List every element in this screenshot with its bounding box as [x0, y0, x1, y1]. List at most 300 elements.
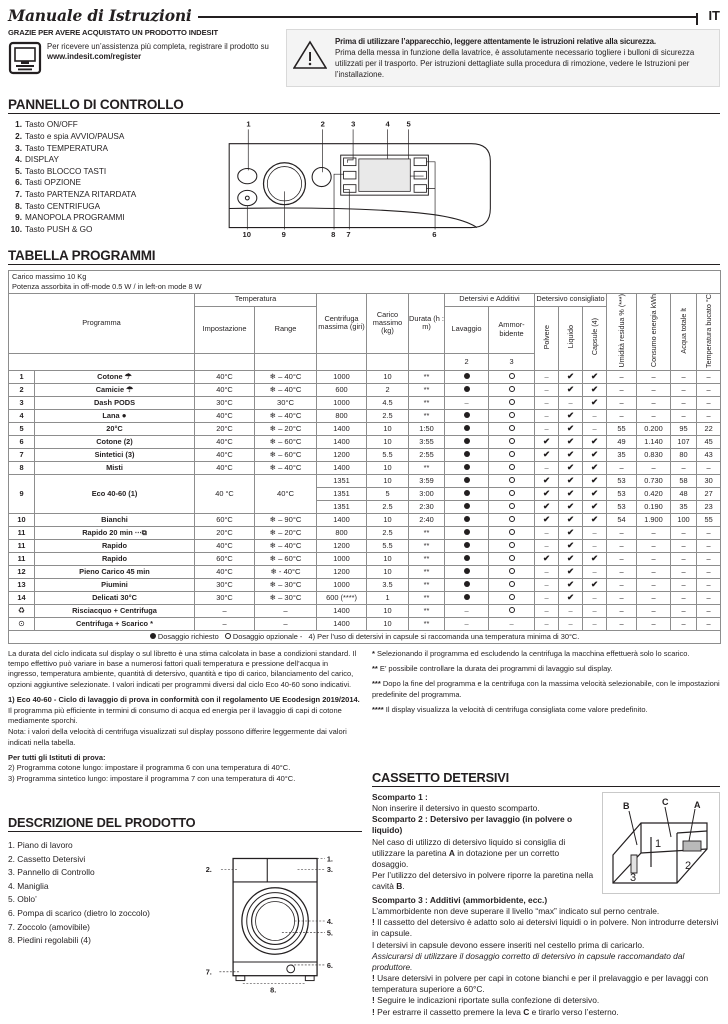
powder-none: –	[544, 580, 549, 590]
control-panel-item	[8, 143, 208, 155]
row-capsule	[583, 422, 607, 435]
row-number: 2	[9, 383, 35, 396]
item-label: Tasto TEMPERATURA	[25, 143, 108, 153]
svg-text:2: 2	[685, 859, 692, 872]
softener-optional-icon	[509, 581, 515, 587]
row-energy-kwh: –	[637, 461, 671, 474]
row-water-lt: –	[671, 370, 697, 383]
capsule-check-icon: ✔	[590, 488, 599, 499]
powder-none: –	[544, 541, 549, 551]
row-max-spin: 1200	[317, 539, 367, 552]
row-setting-temp: 60°C	[195, 513, 255, 526]
exclamation-icon: !	[372, 917, 375, 928]
compartment-2-text-d: .	[402, 881, 405, 892]
row-water-lt: 58	[671, 474, 697, 487]
row-program-name: Rapido 20 min ⋯⧉	[35, 526, 195, 539]
row-setting-temp: 40°C	[195, 539, 255, 552]
row-powder	[535, 435, 559, 448]
drawer-bullet-1: Il cassetto del detersivo è adatto solo ai detersivi liquidi o in polvere. Non introdurre detersivi in capsule.	[372, 917, 719, 939]
row-duration: 2:55	[409, 448, 445, 461]
table-row	[9, 591, 721, 604]
th-liquido	[559, 306, 583, 370]
liquid-none: –	[568, 606, 573, 616]
wash-required-icon	[464, 477, 470, 483]
footnotes	[8, 649, 720, 789]
wash-required-icon	[464, 568, 470, 574]
control-panel-item	[8, 131, 208, 143]
th-acqua-text: Acqua totale lt	[678, 307, 688, 354]
list-item: 6. Pompa di scarico (dietro lo zoccolo)	[8, 907, 150, 918]
warning-body: Prima della messa in funzione della lavatrice, è assolutamente necessario togliere i bulloni di sicurezza utilizzati per il trasporto. Per istruzioni dettagliate sulla procedura di rimozione, vedere le Istruzioni per l’installazione.	[335, 48, 695, 80]
row-duration: **	[409, 409, 445, 422]
row-residual-humidity: –	[607, 461, 637, 474]
row-setting-temp: 30°C	[195, 396, 255, 409]
row-energy-kwh: 0.830	[637, 448, 671, 461]
row-max-load: 10	[367, 513, 409, 526]
row-laundry-temp: 23	[697, 500, 721, 513]
dot-required-icon	[150, 633, 156, 639]
row-temp-range: 30°C	[255, 396, 317, 409]
drawer-instructions	[372, 792, 596, 894]
row-residual-humidity: –	[607, 591, 637, 604]
row-wash-detergent	[445, 396, 489, 409]
row-softener	[489, 617, 535, 630]
row-max-load: 5	[367, 487, 409, 500]
row-capsule	[583, 526, 607, 539]
note-eco	[8, 695, 360, 726]
item-label: Tasto PUSH & GO	[25, 225, 93, 235]
svg-text:2: 2	[320, 119, 325, 129]
row-program-name: Piumini	[35, 578, 195, 591]
row-temp-range: –	[255, 604, 317, 617]
powder-none: –	[544, 372, 549, 382]
table-caption-row	[9, 271, 721, 293]
row-max-spin: 1200	[317, 565, 367, 578]
row-water-lt: –	[671, 383, 697, 396]
row-duration: **	[409, 617, 445, 630]
row-max-spin: 1000	[317, 396, 367, 409]
control-panel-list	[8, 119, 208, 239]
row-symbol	[9, 617, 35, 630]
th-lavaggio-num: 2	[445, 353, 489, 370]
list-item: 3. Pannello di Controllo	[8, 867, 95, 878]
note-mark-1: *	[372, 648, 375, 658]
row-laundry-temp: –	[697, 539, 721, 552]
row-capsule	[583, 396, 607, 409]
row-energy-kwh: –	[637, 409, 671, 422]
row-energy-kwh: –	[637, 552, 671, 565]
row-liquid	[559, 539, 583, 552]
legend-note-4: 4) Per l’uso di detersivi in capsule si raccomanda una temperatura minima di 30°C.	[308, 632, 580, 642]
row-laundry-temp: –	[697, 591, 721, 604]
legend-optional: Dosaggio opzionale -	[232, 632, 303, 642]
row-laundry-temp: –	[697, 552, 721, 565]
liquid-check-icon: ✔	[566, 527, 575, 538]
powder-check-icon: ✔	[542, 501, 551, 512]
row-temp-range: ❄ – 30°C	[255, 591, 317, 604]
control-panel-item	[8, 212, 208, 224]
liquid-check-icon: ✔	[566, 501, 575, 512]
row-softener	[489, 383, 535, 396]
row-number: 13	[9, 578, 35, 591]
row-liquid	[559, 383, 583, 396]
row-duration: 2:40	[409, 513, 445, 526]
th-carico: Carico massimo (kg)	[367, 293, 409, 353]
powder-check-icon: ✔	[542, 436, 551, 447]
row-laundry-temp: 27	[697, 487, 721, 500]
row-residual-humidity: –	[607, 383, 637, 396]
programs-heading: TABELLA PROGRAMMI	[8, 248, 720, 265]
row-powder	[535, 526, 559, 539]
row-energy-kwh: 1.900	[637, 513, 671, 526]
row-water-lt: –	[671, 604, 697, 617]
wool-icon: ●	[121, 411, 127, 421]
wash-required-icon	[464, 412, 470, 418]
row-laundry-temp: 55	[697, 513, 721, 526]
handwash-icon: ☂	[126, 385, 134, 395]
row-water-lt: –	[671, 578, 697, 591]
softener-optional-icon	[509, 477, 515, 483]
th-spacer-carico	[367, 353, 409, 370]
row-max-load: 10	[367, 422, 409, 435]
wash-none: –	[464, 606, 469, 616]
row-residual-humidity: 53	[607, 500, 637, 513]
product-heading: DESCRIZIONE DEL PRODOTTO	[8, 815, 362, 832]
wash-required-icon	[464, 581, 470, 587]
row-capsule	[583, 604, 607, 617]
row-temp-range: ❄ – 40°C	[255, 370, 317, 383]
row-capsule	[583, 448, 607, 461]
row-residual-humidity: –	[607, 578, 637, 591]
item-label: Tasto BLOCCO TASTI	[25, 166, 107, 176]
safety-warning-box	[286, 29, 720, 87]
liquid-check-icon: ✔	[566, 553, 575, 564]
th-temp-bucato	[697, 293, 721, 370]
row-program-name: Pieno Carico 45 min	[35, 565, 195, 578]
svg-text:3: 3	[351, 119, 356, 129]
compartment-2-text-b: in dotazione per un corretto dosaggio.	[372, 847, 560, 869]
row-max-spin: 1000	[317, 552, 367, 565]
svg-text:4.: 4.	[326, 916, 333, 926]
row-residual-humidity: 49	[607, 435, 637, 448]
compartment-1-text: Non inserire il detersivo in questo scomparto.	[372, 803, 540, 814]
row-residual-humidity: –	[607, 526, 637, 539]
programs-table-body	[9, 370, 721, 630]
capsule-none: –	[592, 606, 597, 616]
note-text-3: Dopo la fine del programma e la centrifuga con la massima velocità selezionabile, con le impostazioni predefinite del programma.	[372, 679, 720, 699]
svg-text:9: 9	[281, 230, 286, 240]
capsule-check-icon: ✔	[590, 397, 599, 408]
row-energy-kwh: 0.190	[637, 500, 671, 513]
row-program-name: Rapido	[35, 539, 195, 552]
row-program-name: Rapido	[35, 552, 195, 565]
th-spacer-range	[255, 353, 317, 370]
control-panel-heading: PANNELLO DI CONTROLLO	[8, 97, 720, 114]
row-liquid	[559, 552, 583, 565]
detergent-drawer-section	[372, 770, 720, 1018]
compartment-2-text-c: Per l’utilizzo del detersivo in polvere riporre la paretina nella cavità	[372, 870, 594, 892]
row-liquid	[559, 487, 583, 500]
row-temp-range: ❄ – 90°C	[255, 513, 317, 526]
row-number: 14	[9, 591, 35, 604]
row-wash-detergent	[445, 422, 489, 435]
row-residual-humidity: –	[607, 552, 637, 565]
softener-optional-icon	[509, 412, 515, 418]
row-temp-range: ❄ – 60°C	[255, 448, 317, 461]
drawer-bullet-4: Seguire le indicazioni riportate sulla confezione di detersivo.	[377, 995, 600, 1006]
row-energy-kwh: –	[637, 383, 671, 396]
softener-optional-icon	[509, 568, 515, 574]
row-residual-humidity: 53	[607, 487, 637, 500]
row-water-lt: –	[671, 526, 697, 539]
list-item: 1. Piano di lavoro	[8, 839, 73, 850]
row-powder	[535, 487, 559, 500]
row-number: 11	[9, 539, 35, 552]
softener-optional-icon	[509, 594, 515, 600]
row-energy-kwh: –	[637, 591, 671, 604]
row-powder	[535, 565, 559, 578]
row-powder	[535, 461, 559, 474]
row-duration: 2:30	[409, 500, 445, 513]
row-liquid	[559, 526, 583, 539]
item-label: Tasto PARTENZA RITARDATA	[25, 190, 137, 200]
svg-text:10: 10	[242, 230, 251, 240]
row-residual-humidity: –	[607, 396, 637, 409]
row-number: 8	[9, 461, 35, 474]
row-softener	[489, 539, 535, 552]
row-duration: **	[409, 396, 445, 409]
powder-none: –	[544, 424, 549, 434]
row-softener	[489, 461, 535, 474]
row-max-load: 10	[367, 604, 409, 617]
row-residual-humidity: –	[607, 617, 637, 630]
wash-required-icon	[464, 386, 470, 392]
row-laundry-temp: –	[697, 409, 721, 422]
table-legend-row	[9, 630, 721, 643]
svg-text:5: 5	[406, 119, 411, 129]
wash-required-icon	[464, 490, 470, 496]
th-centrifuga: Centrifuga massima (giri)	[317, 293, 367, 353]
row-program-name: Risciacquo + Centrifuga	[35, 604, 195, 617]
row-number: 6	[9, 435, 35, 448]
th-temp-bucato-text: Temperatura bucato °C	[703, 293, 713, 368]
row-water-lt: –	[671, 591, 697, 604]
item-label: Tasto ON/OFF	[25, 120, 78, 130]
control-panel-item	[8, 177, 208, 189]
row-wash-detergent	[445, 487, 489, 500]
table-row	[9, 578, 721, 591]
item-number: 1.	[15, 120, 22, 130]
capsule-check-icon: ✔	[590, 553, 599, 564]
softener-optional-icon	[509, 399, 515, 405]
row-wash-detergent	[445, 617, 489, 630]
th-spacer-impostazione	[195, 353, 255, 370]
register-url[interactable]: www.indesit.com/register	[47, 52, 142, 62]
compartment-3-text: L’ammorbidente non deve superare il livello “max” indicato sul perno centrale.	[372, 906, 660, 917]
softener-optional-icon	[509, 438, 515, 444]
row-energy-kwh: –	[637, 370, 671, 383]
row-duration: **	[409, 539, 445, 552]
row-wash-detergent	[445, 474, 489, 487]
row-wash-detergent	[445, 383, 489, 396]
row-capsule	[583, 409, 607, 422]
row-max-spin: 1351	[317, 487, 367, 500]
powder-none: –	[544, 567, 549, 577]
wash-required-icon	[464, 503, 470, 509]
row-powder	[535, 604, 559, 617]
list-item: 5. Oblo’	[8, 894, 37, 905]
row-powder	[535, 409, 559, 422]
row-setting-temp: 40°C	[195, 435, 255, 448]
row-max-spin: 1400	[317, 604, 367, 617]
row-softener	[489, 578, 535, 591]
wash-required-icon	[464, 555, 470, 561]
powder-none: –	[544, 398, 549, 408]
note-asterisk-3	[372, 679, 720, 700]
softener-optional-icon	[509, 607, 515, 613]
row-setting-temp: 40 °C	[195, 474, 255, 513]
row-residual-humidity: –	[607, 604, 637, 617]
wash-none: –	[464, 398, 469, 408]
row-powder	[535, 578, 559, 591]
leva-c-label: C	[523, 1006, 530, 1017]
wash-required-icon	[464, 529, 470, 535]
control-panel-item	[8, 224, 208, 236]
row-number: 11	[9, 552, 35, 565]
table-row	[9, 435, 721, 448]
row-residual-humidity: 54	[607, 513, 637, 526]
row-program-name: Eco 40-60 (1)	[35, 474, 195, 513]
row-softener	[489, 409, 535, 422]
svg-text:4: 4	[385, 119, 390, 129]
row-capsule	[583, 591, 607, 604]
caption-line-2: Potenza assorbita in off-mode 0.5 W / in left-on mode 8 W	[12, 281, 202, 291]
row-residual-humidity: –	[607, 370, 637, 383]
compartment-2-title: Scomparto 2 : Detersivo per lavaggio (in polvere o liquido)	[372, 814, 573, 836]
row-water-lt: –	[671, 617, 697, 630]
row-capsule	[583, 383, 607, 396]
compartment-3-title: Scomparto 3 : Additivi (ammorbidente, ecc.)	[372, 894, 548, 905]
row-liquid	[559, 474, 583, 487]
row-max-load: 2.5	[367, 409, 409, 422]
row-powder	[535, 370, 559, 383]
row-temp-range: ❄ - 40°C	[255, 565, 317, 578]
row-max-spin: 1400	[317, 422, 367, 435]
powder-check-icon: ✔	[542, 488, 551, 499]
row-water-lt: –	[671, 461, 697, 474]
table-row	[9, 565, 721, 578]
item-number: 2.	[15, 131, 22, 141]
washing-machine-diagram	[194, 837, 362, 1005]
row-liquid	[559, 370, 583, 383]
spin-drain-icon: ⊙	[18, 619, 25, 629]
th-temperatura: Temperatura	[195, 293, 317, 306]
list-item: 8. Piedini regolabili (4)	[8, 935, 91, 946]
svg-text:C: C	[662, 796, 669, 807]
row-capsule	[583, 487, 607, 500]
row-program-name: Delicati 30°C	[35, 591, 195, 604]
row-temp-range: ❄ – 40°C	[255, 383, 317, 396]
row-temp-range: ❄ – 60°C	[255, 552, 317, 565]
row-laundry-temp: –	[697, 461, 721, 474]
page-title: Manuale di Istruzioni	[8, 6, 192, 25]
row-laundry-temp: –	[697, 396, 721, 409]
language-code: IT	[708, 8, 720, 23]
row-duration: **	[409, 383, 445, 396]
row-water-lt: 48	[671, 487, 697, 500]
row-max-load: 10	[367, 552, 409, 565]
programs-table	[8, 270, 721, 644]
drawer-bullet-2: I detersivi in capsule devono essere inseriti nel cestello prima di caricarlo.	[372, 939, 645, 950]
th-spacer-durata	[409, 353, 445, 370]
row-max-spin: 1400	[317, 435, 367, 448]
capsule-check-icon: ✔	[590, 501, 599, 512]
row-max-spin: 600 (****)	[317, 591, 367, 604]
row-setting-temp: 30°C	[195, 591, 255, 604]
row-energy-kwh: –	[637, 526, 671, 539]
monitor-icon	[8, 41, 42, 75]
item-number: 3.	[15, 143, 22, 153]
row-max-spin: 1400	[317, 461, 367, 474]
table-row	[9, 383, 721, 396]
row-duration: 3:00	[409, 487, 445, 500]
liquid-none: –	[568, 398, 573, 408]
th-liquido-text: Liquido	[565, 325, 575, 349]
svg-text:8.: 8.	[270, 985, 277, 995]
row-capsule	[583, 435, 607, 448]
row-setting-temp: 20°C	[195, 526, 255, 539]
exclamation-icon: !	[372, 995, 375, 1006]
svg-text:6: 6	[432, 230, 437, 240]
row-energy-kwh: –	[637, 617, 671, 630]
row-laundry-temp: 43	[697, 448, 721, 461]
wash-required-icon	[464, 594, 470, 600]
row-water-lt: –	[671, 552, 697, 565]
softener-optional-icon	[509, 451, 515, 457]
row-program-name: Centrifuga + Scarico *	[35, 617, 195, 630]
exclamation-icon: !	[372, 1006, 375, 1017]
row-program-name: Lana ●	[35, 409, 195, 422]
row-liquid	[559, 578, 583, 591]
liquid-check-icon: ✔	[566, 579, 575, 590]
row-setting-temp: 40°C	[195, 409, 255, 422]
drawer-bullet-5-a: Per estrarre il cassetto premere la leva	[377, 1006, 524, 1017]
warning-title: Prima di utilizzare l’apparecchio, leggere attentamente le istruzioni relative alla sicurezza.	[335, 37, 656, 46]
row-softener	[489, 500, 535, 513]
row-softener	[489, 487, 535, 500]
register-text	[47, 40, 276, 75]
row-capsule	[583, 578, 607, 591]
row-energy-kwh: –	[637, 604, 671, 617]
row-max-load: 2	[367, 383, 409, 396]
capsule-check-icon: ✔	[590, 475, 599, 486]
row-symbol	[9, 604, 35, 617]
table-row	[9, 409, 721, 422]
row-max-spin: 800	[317, 409, 367, 422]
row-duration: 3:59	[409, 474, 445, 487]
svg-text:1: 1	[246, 119, 251, 129]
note-institutes-bold: Per tutti gli Istituti di prova:	[8, 752, 106, 762]
softener-optional-icon	[509, 529, 515, 535]
row-duration: **	[409, 578, 445, 591]
row-laundry-temp: –	[697, 617, 721, 630]
drawer-bullet-2-italic: Assicurarsi di utilizzare il dosaggio corretto di detersivo in capsule raccomandato dal produttore.	[372, 950, 685, 972]
row-setting-temp: 40°C	[195, 383, 255, 396]
row-residual-humidity: 53	[607, 474, 637, 487]
item-number: 9.	[15, 213, 22, 223]
th-acqua	[671, 293, 697, 370]
row-residual-humidity: 35	[607, 448, 637, 461]
